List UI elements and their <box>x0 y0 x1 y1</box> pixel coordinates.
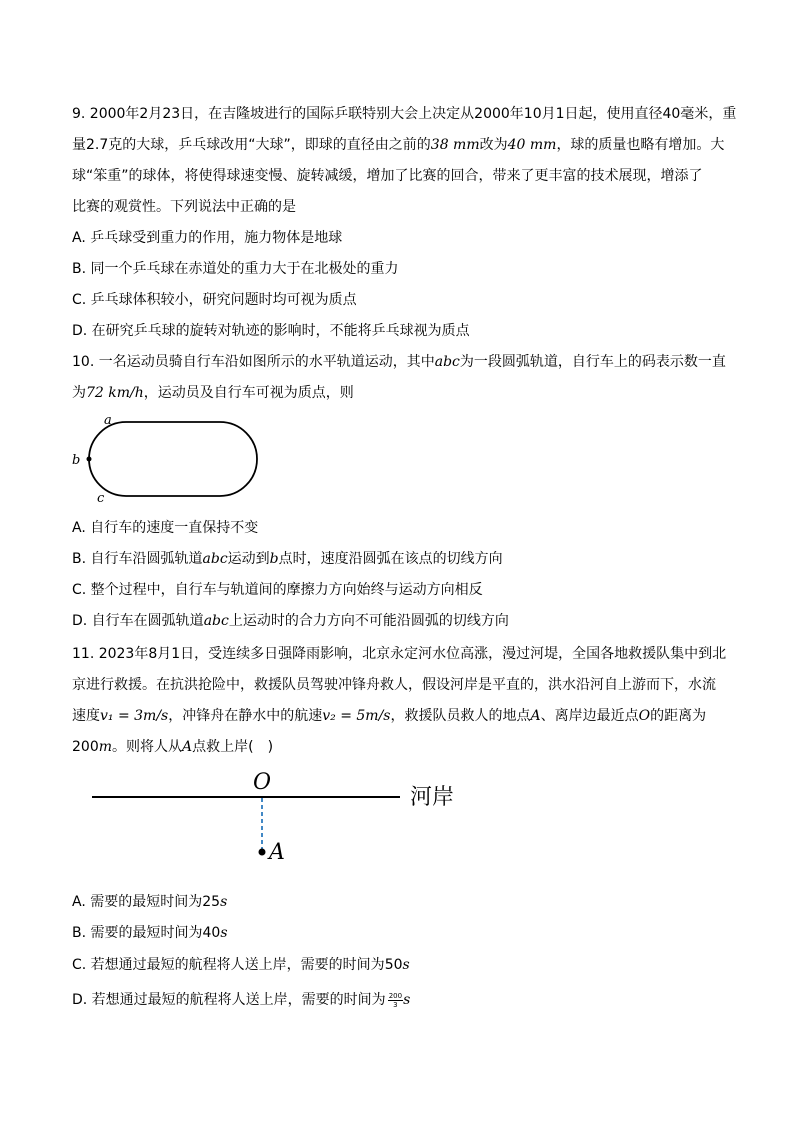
q11-line-3 <box>72 706 706 726</box>
q11-boat-speed: v₂ = 5m/s <box>322 708 391 724</box>
q9-option-c: C. 乒乓球体积较小，研究问题时均可视为质点 <box>72 292 357 308</box>
fraction-denominator: 3 <box>393 1000 398 1009</box>
q10-point-b: b <box>269 551 279 567</box>
q11-line-2: 京进行救援。在抗洪抢险中，救援队员驾驶冲锋舟救人，假设河岸是平直的，洪水沿河自上游而下，水流 <box>72 677 716 693</box>
q11-text: A. 需要的最短时间为 <box>72 894 203 910</box>
q11-point-a: A <box>182 739 193 755</box>
q11-text: 点救上岸( ) <box>192 739 274 755</box>
q11-unit: s <box>220 925 228 941</box>
q11-distance-unit: m <box>98 739 113 755</box>
q10-speed: 72 km/h <box>86 385 144 401</box>
q10-option-b <box>72 549 503 569</box>
label-o: O <box>253 770 272 795</box>
q10-text: 点时，速度沿圆弧在该点的切线方向 <box>278 551 503 567</box>
q11-text: ，冲锋舟在静水中的航速 <box>168 708 323 724</box>
q10-text: 为 <box>72 385 86 401</box>
q11-text: C. 若想通过最短的航程将人送上岸，需要的时间为 <box>72 957 385 973</box>
q10-option-d <box>72 611 509 631</box>
river-bank-label: 河岸 <box>410 785 455 810</box>
q11-unit: s <box>403 992 411 1008</box>
q11-text: ，救援队员救人的地点 <box>390 708 531 724</box>
q10-arc-abc: abc <box>202 551 228 567</box>
q10-text: ，运动员及自行车可视为质点，则 <box>143 385 354 401</box>
q9-line-2 <box>72 135 724 155</box>
track-figure <box>66 412 266 508</box>
q9-line-1: 9. 2000年2月23日，在吉隆坡进行的国际乒联特别大会上决定从2000年10月1日起，使用直径40毫米，重 <box>72 106 737 122</box>
q11-option-a <box>72 892 227 912</box>
q10-text: 10. 一名运动员骑自行车沿如图所示的水平轨道运动，其中 <box>72 354 435 370</box>
fraction-numerator: 200 <box>388 991 403 1000</box>
q11-value: 25 <box>202 894 221 910</box>
q11-water-speed: v₁ = 3m/s <box>100 708 169 724</box>
q11-option-d <box>72 990 410 1010</box>
river-figure <box>88 766 478 872</box>
q10-text: 上运动时的合力方向不可能沿圆弧的切线方向 <box>228 613 509 629</box>
q10-arc-abc: abc <box>203 613 229 629</box>
q9-text: ，球的质量也略有增加。大 <box>556 137 725 153</box>
q10-line-1 <box>72 352 726 372</box>
q11-text: 速度 <box>72 708 100 724</box>
q11-value: 40 <box>202 925 221 941</box>
q9-text: 量2.7克的大球，乒乓球改用“大球”，即球的直径由之前的 <box>72 137 431 153</box>
q9-new-diameter: 40 mm <box>507 137 557 153</box>
q9-text: 改为 <box>479 137 508 153</box>
q10-text: B. 自行车沿圆弧轨道 <box>72 551 203 567</box>
q11-fraction <box>388 992 403 1009</box>
q11-option-b <box>72 923 228 943</box>
label-a: A <box>269 840 285 865</box>
label-b: b <box>72 453 81 468</box>
q11-text: B. 需要的最短时间为 <box>72 925 203 941</box>
label-c: c <box>97 491 105 506</box>
q10-option-c: C. 整个过程中，自行车与轨道间的摩擦力方向始终与运动方向相反 <box>72 582 483 598</box>
q10-arc-abc: abc <box>434 354 460 370</box>
q11-text: 、离岸边最近点 <box>540 708 639 724</box>
q11-text: 。则将人从 <box>112 739 183 755</box>
q11-distance: 200 <box>72 739 99 755</box>
point-b-marker <box>87 457 92 462</box>
q9-line-4: 比赛的观赏性。下列说法中正确的是 <box>72 199 296 215</box>
q11-value: 50 <box>384 957 403 973</box>
q11-point-a: A <box>530 708 541 724</box>
q11-option-c <box>72 955 410 975</box>
q11-point-o: O <box>638 708 651 724</box>
q11-unit: s <box>402 957 410 973</box>
track-outline <box>89 422 257 496</box>
q9-old-diameter: 38 mm <box>430 137 480 153</box>
q11-unit: s <box>220 894 228 910</box>
q11-text: 的距离为 <box>650 708 707 724</box>
q9-line-3: 球“笨重”的球体，将使得球速变慢、旋转减缓，增加了比赛的回合，带来了更丰富的技术展现，增添了 <box>72 168 703 184</box>
label-a: a <box>104 413 112 428</box>
q10-text: D. 自行车在圆弧轨道 <box>72 613 204 629</box>
q10-text: 运动到 <box>227 551 270 567</box>
q9-option-d: D. 在研究乒乓球的旋转对轨迹的影响时，不能将乒乓球视为质点 <box>72 323 470 339</box>
q9-option-a: A. 乒乓球受到重力的作用，施力物体是地球 <box>72 230 343 246</box>
q10-line-2 <box>72 383 354 403</box>
q10-option-a: A. 自行车的速度一直保持不变 <box>72 520 259 536</box>
q11-text: D. 若想通过最短的航程将人送上岸，需要的时间为 <box>72 992 386 1008</box>
q9-option-b: B. 同一个乒乓球在赤道处的重力大于在北极处的重力 <box>72 261 399 277</box>
q10-text: 为一段圆弧轨道，自行车上的码表示数一直 <box>459 354 726 370</box>
q11-line-4 <box>72 737 273 757</box>
point-a-marker <box>259 849 266 856</box>
q11-line-1: 11. 2023年8月1日，受连续多日强降雨影响，北京永定河水位高涨，漫过河堤，全国各地救援队集中到北 <box>72 646 727 662</box>
